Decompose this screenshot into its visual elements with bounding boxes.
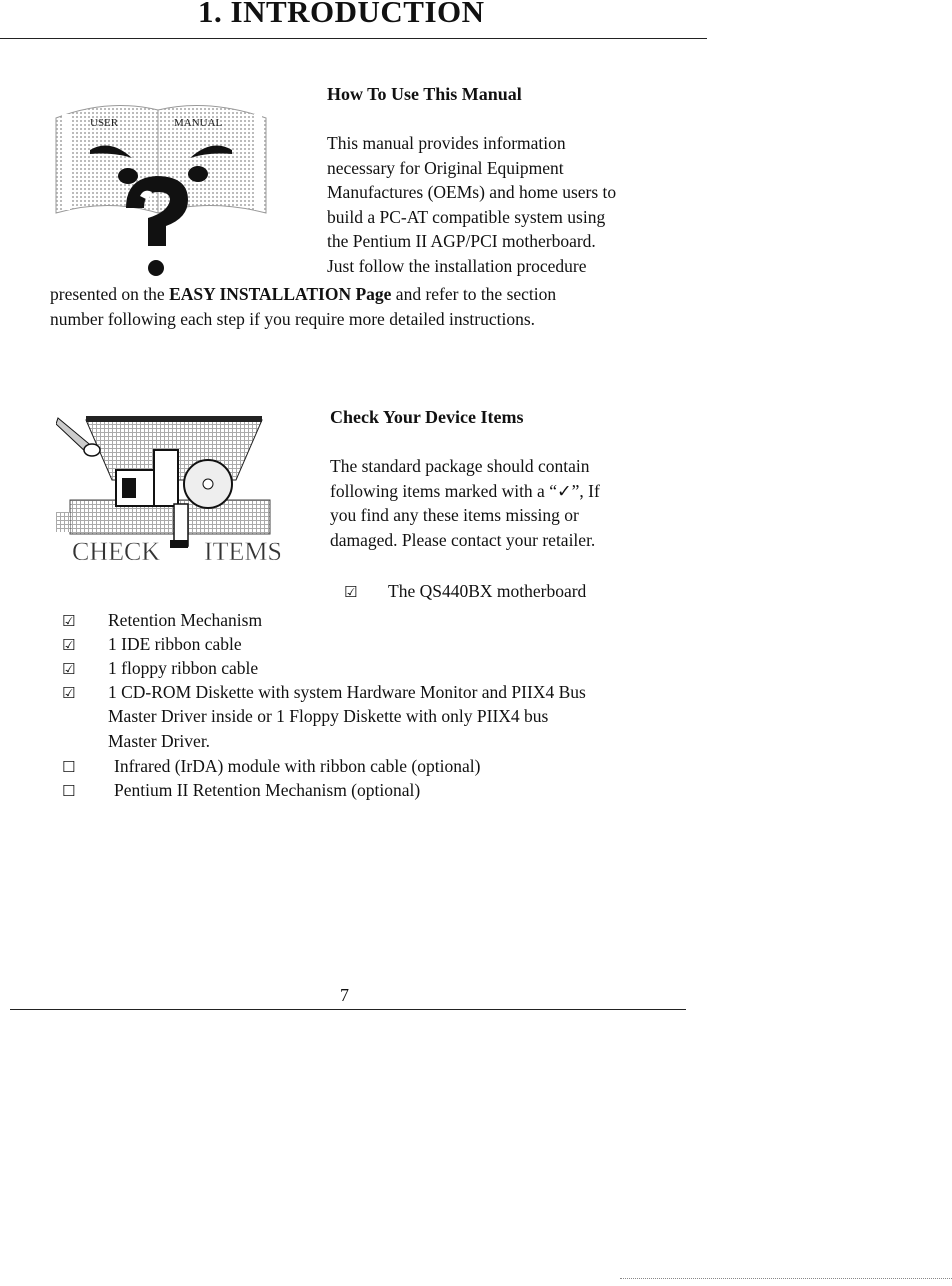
section1-line: the Pentium II AGP/PCI motherboard. <box>327 231 596 251</box>
checklist-item-continuation: Master Driver inside or 1 Floppy Diskette with only PIIX4 bus <box>108 706 549 726</box>
section2-paragraph <box>330 454 600 552</box>
section2-line: damaged. Please contact your retailer. <box>330 529 596 550</box>
manual-label-right: MANUAL <box>174 117 223 129</box>
section1-line: necessary for Original Equipment <box>327 157 564 178</box>
unchecked-box-icon: ☐ <box>62 758 76 776</box>
section2-line: you find any these items missing or <box>330 505 579 525</box>
check-items-illustration <box>56 408 296 568</box>
section1-line-full: presented on the EASY INSTALLATION Page and refer to the section <box>50 284 557 304</box>
section1-heading: How To Use This Manual <box>327 84 522 104</box>
checklist-item: ☑ The QS440BX motherboard <box>344 579 586 605</box>
checked-box-icon: ☑ <box>62 612 76 630</box>
section1-paragraph <box>327 131 616 278</box>
checklist-item: ☑ 1 IDE ribbon cable <box>62 632 242 658</box>
checked-box-icon: ☑ <box>62 684 76 702</box>
checklist-item: ☑ 1 CD-ROM Diskette with system Hardware Monitor and PIIX4 Bus <box>62 680 586 706</box>
scan-edge-line <box>620 1278 952 1279</box>
items-label: ITEMS <box>204 537 282 566</box>
checklist-item: ☐ Infrared (IrDA) module with ribbon cable (optional) <box>62 754 480 780</box>
checklist-item: ☐ Pentium II Retention Mechanism (optional) <box>62 778 420 804</box>
section1-line: This manual provides information <box>327 133 566 153</box>
checklist-item: ☑ Retention Mechanism <box>62 608 262 634</box>
checklist-item-continuation: Master Driver. <box>108 731 211 751</box>
check-label: CHECK <box>72 537 161 566</box>
checked-box-icon: ☑ <box>62 636 76 654</box>
page-title: 1. INTRODUCTION <box>198 0 485 29</box>
title-rule <box>0 38 707 39</box>
page-number: 7 <box>340 985 349 1005</box>
section1-line: Manufactures (OEMs) and home users to <box>327 182 617 202</box>
unchecked-box-icon: ☐ <box>62 782 76 800</box>
user-manual-illustration <box>48 88 278 278</box>
section1-line-full: number following each step if you require more detailed instructions. <box>50 309 536 329</box>
checklist-item: ☑ 1 floppy ribbon cable <box>62 656 258 682</box>
checked-box-icon: ☑ <box>62 660 76 678</box>
section1-line: Just follow the installation procedure <box>327 255 587 276</box>
section2-line: following items marked with a “✓”, If <box>330 480 600 501</box>
section2-heading: Check Your Device Items <box>330 407 524 427</box>
checked-box-icon: ☑ <box>344 583 358 601</box>
easy-installation-ref: EASY INSTALLATION Page <box>169 284 392 304</box>
footer-rule <box>10 1009 686 1010</box>
manual-label-left: USER <box>90 117 119 129</box>
section1-line: build a PC-AT compatible system using <box>327 206 606 227</box>
section2-line: The standard package should contain <box>330 456 590 476</box>
